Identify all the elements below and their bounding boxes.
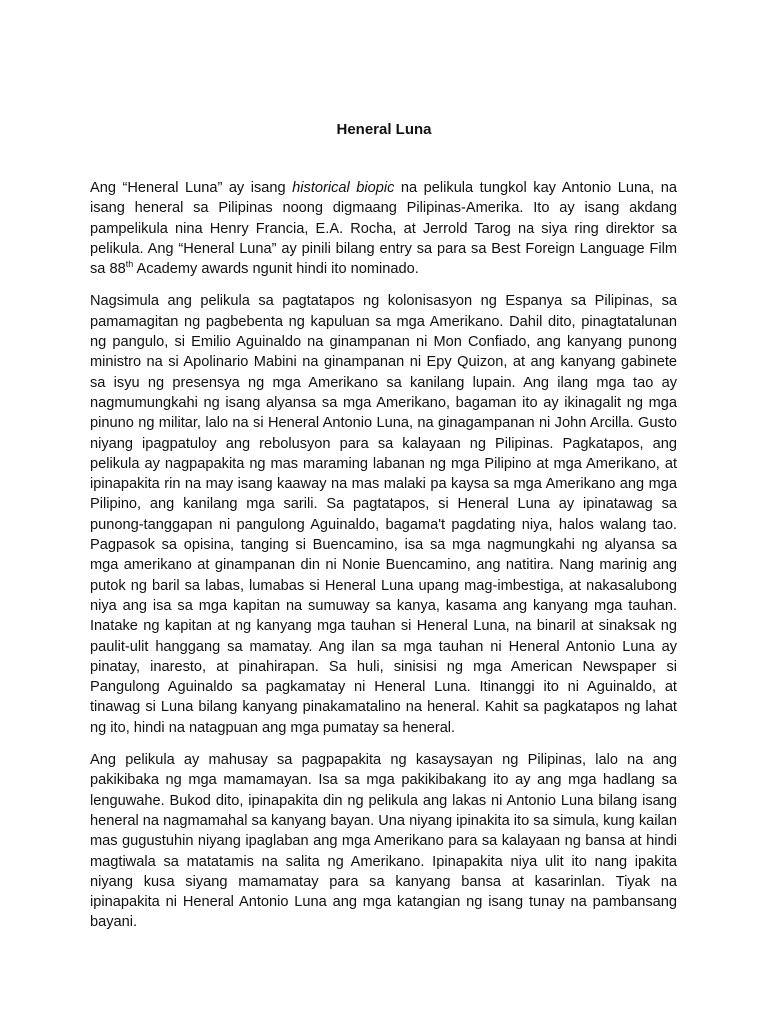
document-title: Heneral Luna (336, 121, 432, 138)
paragraph-2: Nagsimula ang pelikula sa pagtatapos ng kolonisasyon ng Espanya sa Pilipinas, sa pamamagitan ng pagbebenta ng kapuluan sa mga Amerikano. Dahil dito, pinagtatalunan ng pangulo, si Emilio Aguinaldo na ginampanan ni Mon Confiado, ang kanyang punong ministro na si Apolinario Mabini na ginampanan ni Epy Quizon, at ang kanyang gabinete sa isyu ng presensya ng mga Amerikano sa kanilang lupain. Ang ilang mga tao ay nagmumungkahi ng isang alyansa sa mga Amerikano, bagaman ito ay ikinagalit ng mga pinuno ng militar, lalo na si Heneral Antonio Luna, na ginagampanan ni John Arcilla. Gusto niyang ipagpatuloy ang rebolusyon para sa kalayaan ng Pilipinas. Pagkatapos, ang pelikula ay nagpapakita ng mas maraming labanan ng mga Pilipino at mga Amerikano, at ipinapakita rin na may isang kaaway na mas malaki pa kaysa sa mga Amerikano ang mga Pilipino, ang kanilang mga sarili. Sa pagtatapos, si Heneral Luna ay ipinatawag sa punong-tanggapan ni pangulong Aguinaldo, bagama't pagdating niya, halos walang tao. Pagpasok sa opisina, tanging si Buencamino, isa sa mga nagmungkahi ng alyansa sa mga amerikano at ginampanan din ni Nonie Buencamino, ang natitira. Nang marinig ang putok ng baril sa labas, lumabas si Heneral Luna upang mag-imbestiga, at nakasalubong niya ang isa sa mga kapitan na sumuway sa kanya, kasama ang kanyang mga tauhan. Inatake ng kapitan at ng kanyang mga tauhan si Heneral Luna, na binaril at sinaksak ng paulit-ulit hanggang sa mamatay. Ang ilan sa mga tauhan ni Heneral Antonio Luna ay pinatay, inaresto, at pinahirapan. Sa huli, sinisisi ng mga American Newspaper si Pangulong Aguinaldo sa pagkamatay ni Heneral Luna. Itinanggi ito ni Aguinaldo, at tinawag si Luna bilang kanyang pinakamatalino na heneral. Kahit sa pagkatapos ng lahat ng ito, hindi na natagpuan ang mga pumatay sa heneral. (90, 293, 677, 736)
paragraph-1-part-c: Academy awards ngunit hindi ito nominado. (133, 261, 419, 278)
paragraph-1-italic-term: historical biopic (292, 180, 395, 196)
document-body (90, 178, 677, 945)
paragraph-1 (90, 178, 677, 279)
paragraph-1-part-b: na pelikula tungkol kay Antonio Luna, na isang heneral sa Pilipinas noong digmaang Pilipinas-Amerika. Ito ay isang akdang pampelikula nina Henry Francia, E.A. Rocha, at Jerrold Tarog na siya ring direktor sa pelikula. Ang “Heneral Luna” ay pinili bilang entry sa para sa Best Foreign Language Film sa 88 (90, 180, 677, 278)
paragraph-1-part-a: Ang “Heneral Luna” ay isang (90, 180, 293, 196)
paragraph-3: Ang pelikula ay mahusay sa pagpapakita ng kasaysayan ng Pilipinas, lalo na ang pakikibaka ng mga mamamayan. Isa sa mga pakikibakang ito ay ang mga hadlang sa lenguwahe. Bukod dito, ipinapakita din ng pelikula ang lakas ni Antonio Luna bilang isang heneral na nagmamahal sa kanyang bayan. Una niyang ipinakita ito sa simula, kung kailan mas gugustuhin niyang ipaglaban ang mga Amerikano para sa kalayaan ng bansa at hindi magtiwala sa matatamis na salita ng Amerikano. Ipinapakita niya ulit ito nang ipakita niyang kusa siyang mamamatay para sa kanyang bansa at kasarinlan. Tiyak na ipinapakita ni Heneral Antonio Luna ang mga katangian ng isang tunay na pambansang bayani. (90, 752, 677, 931)
ordinal-superscript: th (125, 259, 134, 270)
